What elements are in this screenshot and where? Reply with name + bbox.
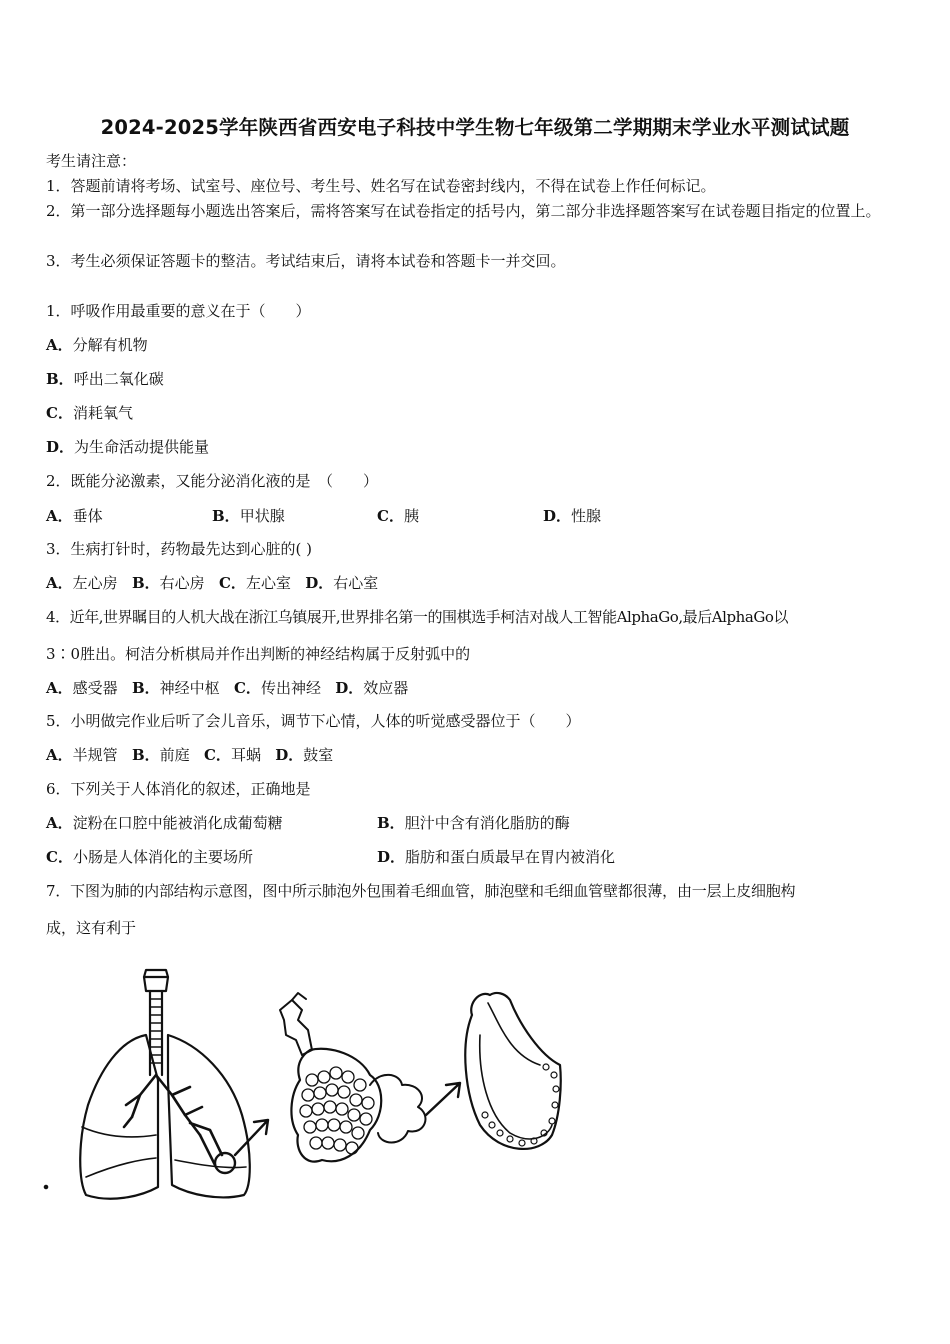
q6-option-b: B．胆汁中含有消化脂肪的酶 [377,814,570,832]
question-6-stem: 6．下列关于人体消化的叙述，正确地是 [46,780,311,798]
question-2-stem: 2．既能分泌激素，又能分泌消化液的是 （ ） [46,472,379,490]
question-4-stem-line-1: 4．近年,世界瞩目的人机大战在浙江乌镇展开,世界排名第一的围棋选手柯洁对战人工智能AlphaGo,最后AlphaGo以 [46,608,788,626]
question-5-stem: 5．小明做完作业后听了会儿音乐，调节下心情，人体的听觉感受器位于（ ） [46,712,581,730]
q6-option-c: C．小肠是人体消化的主要场所 [46,848,253,866]
q1-option-b: B．呼出二氧化碳 [46,370,164,388]
q4-options: A．感受器 B．神经中枢 C．传出神经 D．效应器 [46,679,409,697]
q2-option-d: D．性腺 [543,507,602,525]
notice-item-2: 2．第一部分选择题每小题选出答案后，需将答案写在试卷指定的括号内，第二部分非选择题答案写在试卷题目指定的位置上。 [46,202,881,220]
question-4-stem-line-2: 3∶0胜出。柯洁分析棋局并作出判断的神经结构属于反射弧中的 [46,645,471,663]
page-title: 2024-2025学年陕西省西安电子科技中学生物七年级第二学期期末学业水平测试试题 [100,116,850,139]
notice-item-1: 1．答题前请将考场、试室号、座位号、考生号、姓名写在试卷密封线内，不得在试卷上作任何标记。 [46,177,716,195]
right-lung-drawing [168,1035,250,1197]
lung-structure-figure [40,955,600,1215]
notice-heading: 考生请注意： [46,152,137,170]
question-7-stem-line-1: 7．下图为肺的内部结构示意图，图中所示肺泡外包围着毛细血管，肺泡壁和毛细血管壁都很薄，由一层上皮细胞构 [46,882,796,900]
q5-options: A．半规管 B．前庭 C．耳蜗 D．鼓室 [46,746,334,764]
alveolus-wall-drawing [465,993,560,1149]
q1-option-c: C．消耗氧气 [46,404,133,422]
q1-option-d: D．为生命活动提供能量 [46,438,210,456]
q6-option-d: D．脂肪和蛋白质最早在胃内被消化 [377,848,616,866]
question-7-stem-line-2: 成，这有利于 [46,919,137,937]
q3-options: A．左心房 B．右心房 C．左心室 D．右心室 [46,574,379,592]
q2-option-c: C．胰 [377,507,419,525]
question-1-stem: 1．呼吸作用最重要的意义在于（ ） [46,302,311,320]
trachea-drawing [144,970,168,1075]
bronchi-drawing [124,1075,222,1165]
alveoli-cluster-drawing [280,993,425,1162]
q2-option-b: B．甲状腺 [212,507,285,525]
q6-option-a: A．淀粉在口腔中能被消化成葡萄糖 [46,814,283,832]
q2-option-a: A．垂体 [46,507,103,525]
q1-option-a: A．分解有机物 [46,336,148,354]
notice-item-3: 3．考生必须保证答题卡的整洁。考试结束后，请将本试卷和答题卡一并交回。 [46,252,566,270]
question-3-stem: 3．生病打针时，药物最先达到心脏的( ) [46,540,313,558]
